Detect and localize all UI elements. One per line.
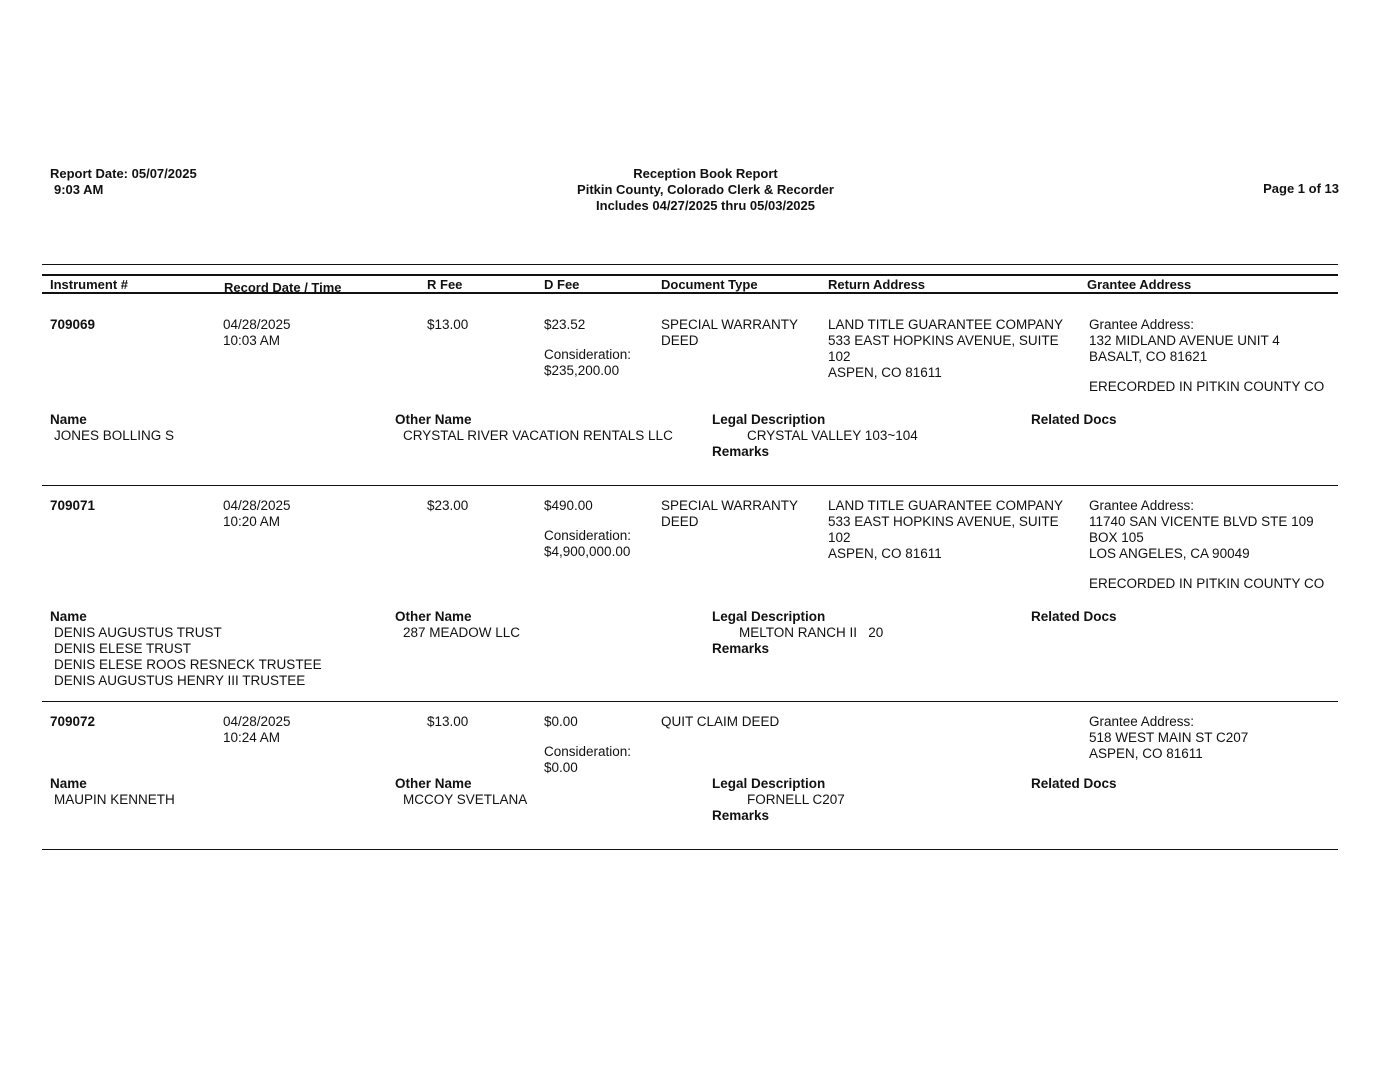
other-name-value: CRYSTAL RIVER VACATION RENTALS LLC bbox=[403, 428, 673, 443]
record-divider bbox=[42, 701, 1338, 702]
other-name-label: Other Name bbox=[395, 609, 472, 624]
doc-type-line: DEED bbox=[661, 333, 699, 348]
col-record-date: Record Date / Time bbox=[224, 280, 342, 295]
grantee-address-line: 11740 SAN VICENTE BLVD STE 109 bbox=[1089, 514, 1314, 529]
related-docs-label: Related Docs bbox=[1031, 412, 1117, 427]
grantee-address-line: ASPEN, CO 81611 bbox=[1089, 746, 1203, 761]
col-grantee-address: Grantee Address bbox=[1087, 277, 1192, 292]
grantee-address bbox=[1089, 714, 1248, 762]
instrument-number: 709071 bbox=[50, 498, 96, 513]
other-names-block bbox=[395, 609, 520, 641]
report-subtitle: Pitkin County, Colorado Clerk & Recorder bbox=[577, 182, 834, 197]
doc-type bbox=[661, 714, 779, 730]
return-address-line: 533 EAST HOPKINS AVENUE, SUITE bbox=[828, 514, 1059, 529]
page-number: Page 1 of 13 bbox=[1263, 181, 1339, 196]
record-time: 10:03 AM bbox=[223, 333, 281, 348]
remarks-label: Remarks bbox=[712, 641, 770, 656]
return-address-line: LAND TITLE GUARANTEE COMPANY bbox=[828, 317, 1064, 332]
report-date-range: Includes 04/27/2025 thru 05/03/2025 bbox=[596, 198, 815, 213]
legal-description-label: Legal Description bbox=[712, 609, 826, 624]
related-docs-label: Related Docs bbox=[1031, 609, 1117, 624]
record-date: 04/28/2025 bbox=[223, 498, 291, 513]
name-value: DENIS ELESE TRUST bbox=[54, 641, 192, 656]
legal-description-label: Legal Description bbox=[712, 412, 826, 427]
grantee-address-label: Grantee Address: bbox=[1089, 714, 1195, 729]
legal-block bbox=[712, 609, 883, 657]
names-block bbox=[50, 412, 174, 444]
legal-description-value: CRYSTAL VALLEY 103~104 bbox=[747, 428, 918, 443]
other-name-label: Other Name bbox=[395, 412, 472, 427]
col-return-address: Return Address bbox=[828, 277, 926, 292]
other-name-value: MCCOY SVETLANA bbox=[403, 792, 528, 807]
legal-description-label: Legal Description bbox=[712, 776, 826, 791]
grantee-address-label: Grantee Address: bbox=[1089, 317, 1195, 332]
legal-description-value: FORNELL C207 bbox=[747, 792, 845, 807]
r-fee: $23.00 bbox=[427, 498, 469, 513]
return-address-line: ASPEN, CO 81611 bbox=[828, 546, 942, 561]
record-time: 10:20 AM bbox=[223, 514, 281, 529]
consideration-value: $4,900,000.00 bbox=[544, 544, 631, 559]
r-fee: $13.00 bbox=[427, 317, 469, 332]
doc-type bbox=[661, 498, 798, 530]
instrument-number: 709069 bbox=[50, 317, 96, 332]
names-block bbox=[50, 776, 175, 808]
col-doc-type: Document Type bbox=[661, 277, 758, 292]
return-address bbox=[828, 317, 1063, 381]
remarks-label: Remarks bbox=[712, 808, 770, 823]
d-fee: $23.52 bbox=[544, 317, 586, 332]
d-fee-block bbox=[544, 498, 631, 560]
return-address-line: 102 bbox=[828, 349, 851, 364]
grantee-address-line: LOS ANGELES, CA 90049 bbox=[1089, 546, 1250, 561]
return-address bbox=[828, 498, 1063, 562]
record-datetime bbox=[223, 317, 291, 349]
consideration-label: Consideration: bbox=[544, 347, 632, 362]
return-address-line: ASPEN, CO 81611 bbox=[828, 365, 942, 380]
col-r-fee: R Fee bbox=[427, 277, 463, 292]
r-fee: $13.00 bbox=[427, 714, 469, 729]
name-label: Name bbox=[50, 412, 87, 427]
names-block bbox=[50, 609, 322, 689]
column-header-top-rule bbox=[42, 274, 1338, 276]
doc-type bbox=[661, 317, 798, 349]
doc-type-line: QUIT CLAIM DEED bbox=[661, 714, 780, 729]
name-label: Name bbox=[50, 776, 87, 791]
d-fee-block bbox=[544, 714, 631, 776]
grantee-note: ERECORDED IN PITKIN COUNTY CO bbox=[1089, 576, 1325, 591]
other-name-value: 287 MEADOW LLC bbox=[403, 625, 521, 640]
other-name-label: Other Name bbox=[395, 776, 472, 791]
name-value: DENIS ELESE ROOS RESNECK TRUSTEE bbox=[54, 657, 322, 672]
legal-block bbox=[712, 412, 918, 460]
top-thin-rule bbox=[42, 264, 1338, 265]
report-time: 9:03 AM bbox=[54, 182, 104, 197]
grantee-address-line: BASALT, CO 81621 bbox=[1089, 349, 1208, 364]
record-datetime bbox=[223, 714, 291, 746]
legal-block bbox=[712, 776, 845, 824]
doc-type-line: DEED bbox=[661, 514, 699, 529]
report-date: Report Date: 05/07/2025 bbox=[50, 166, 197, 181]
name-value: DENIS AUGUSTUS TRUST bbox=[54, 625, 222, 640]
consideration-label: Consideration: bbox=[544, 744, 632, 759]
return-address-line: LAND TITLE GUARANTEE COMPANY bbox=[828, 498, 1064, 513]
name-value: JONES BOLLING S bbox=[54, 428, 175, 443]
record-time: 10:24 AM bbox=[223, 730, 281, 745]
grantee-address-line: BOX 105 bbox=[1089, 530, 1144, 545]
report-title-block bbox=[0, 166, 1396, 214]
grantee-address-label: Grantee Address: bbox=[1089, 498, 1195, 513]
record-date: 04/28/2025 bbox=[223, 317, 291, 332]
col-instrument: Instrument # bbox=[50, 277, 129, 292]
other-names-block bbox=[395, 412, 673, 444]
record-datetime bbox=[223, 498, 291, 530]
record-date: 04/28/2025 bbox=[223, 714, 291, 729]
consideration-value: $235,200.00 bbox=[544, 363, 620, 378]
name-label: Name bbox=[50, 609, 87, 624]
grantee-note: ERECORDED IN PITKIN COUNTY CO bbox=[1089, 379, 1325, 394]
d-fee-block bbox=[544, 317, 631, 379]
grantee-address bbox=[1089, 317, 1324, 395]
consideration-label: Consideration: bbox=[544, 528, 632, 543]
remarks-label: Remarks bbox=[712, 444, 770, 459]
report-title: Reception Book Report bbox=[633, 166, 778, 181]
doc-type-line: SPECIAL WARRANTY bbox=[661, 498, 799, 513]
instrument-number: 709072 bbox=[50, 714, 96, 729]
other-names-block bbox=[395, 776, 527, 808]
grantee-address-line: 132 MIDLAND AVENUE UNIT 4 bbox=[1089, 333, 1280, 348]
d-fee: $490.00 bbox=[544, 498, 593, 513]
return-address-line: 533 EAST HOPKINS AVENUE, SUITE bbox=[828, 333, 1059, 348]
record-divider bbox=[42, 849, 1338, 850]
grantee-address bbox=[1089, 498, 1324, 592]
grantee-address-line: 518 WEST MAIN ST C207 bbox=[1089, 730, 1249, 745]
related-docs-label: Related Docs bbox=[1031, 776, 1117, 791]
doc-type-line: SPECIAL WARRANTY bbox=[661, 317, 799, 332]
return-address-line: 102 bbox=[828, 530, 851, 545]
name-value: DENIS AUGUSTUS HENRY III TRUSTEE bbox=[54, 673, 306, 688]
legal-description-value: MELTON RANCH II 20 bbox=[739, 625, 884, 640]
consideration-value: $0.00 bbox=[544, 760, 578, 775]
record-divider bbox=[42, 485, 1338, 486]
d-fee: $0.00 bbox=[544, 714, 578, 729]
name-value: MAUPIN KENNETH bbox=[54, 792, 175, 807]
col-d-fee: D Fee bbox=[544, 277, 580, 292]
